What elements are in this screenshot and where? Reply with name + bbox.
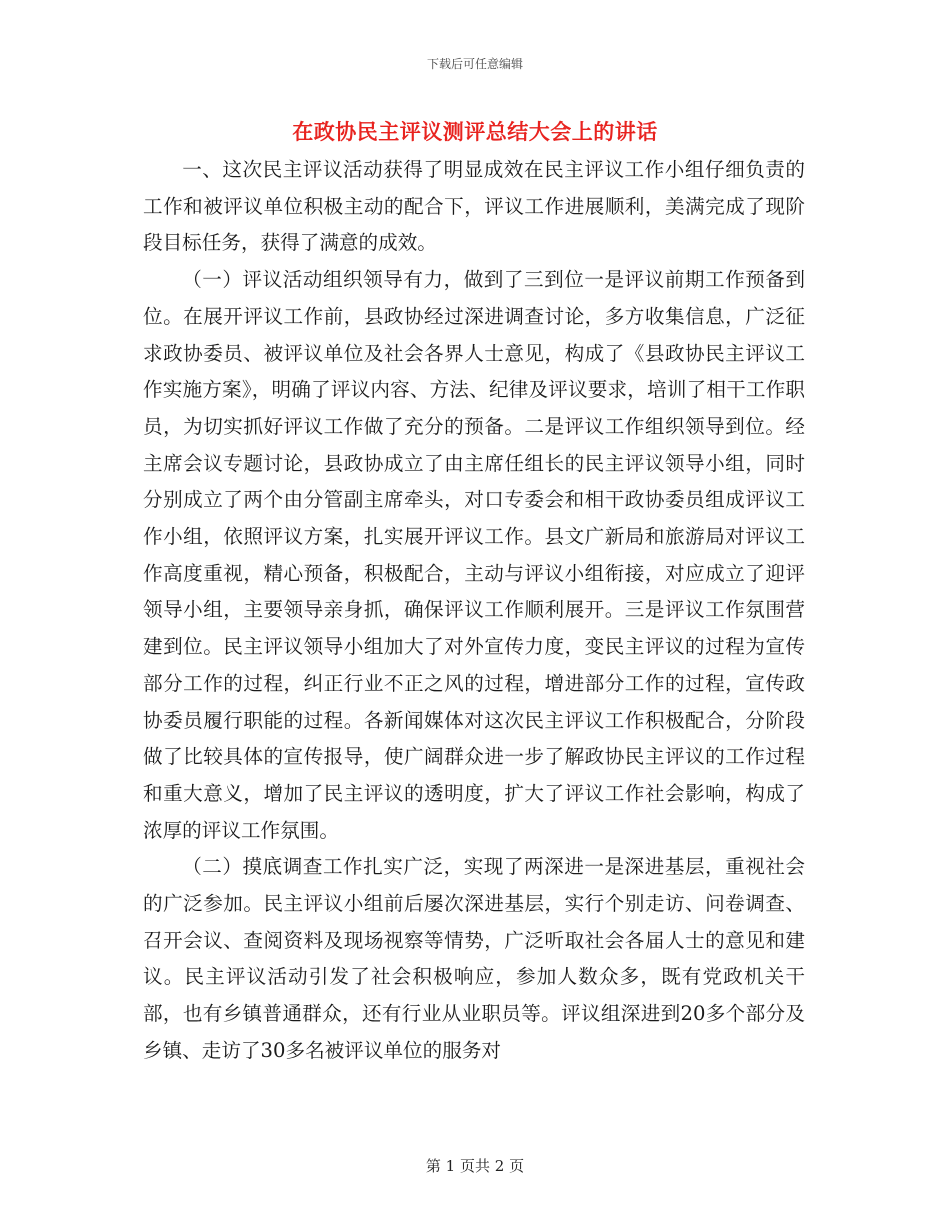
paragraph: （二）摸底调查工作扎实广泛，实现了两深进一是深进基层，重视社会的广泛参加。民主评议小组前后屡次深进基层，实行个别走访、问卷调查、召开会议、查阅资料及现场视察等情势，广泛听取社会各届人士的意见和建议。民主评议活动引发了社会积极响应，参加人数众多，既有党政机关干部，也有乡镇普通群众，还有行业从业职员等。评议组深进到20多个部分及乡镇、走访了30多名被评议单位的服务对 <box>143 855 805 1062</box>
page-number: 第 1 页共 2 页 <box>425 1157 525 1175</box>
document-body <box>143 152 805 1070</box>
document-title: 在政协民主评议测评总结大会上的讲话 <box>292 119 658 144</box>
paragraph: 一、这次民主评议活动获得了明显成效在民主评议工作小组仔细负责的工作和被评议单位积极主动的配合下，评议工作进展顺利，美满完成了现阶段目标任务，获得了满意的成效。 <box>143 158 805 255</box>
header-note: 下载后可任意编辑 <box>426 57 523 71</box>
paragraph: （一）评议活动组织领导有力，做到了三到位一是评议前期工作预备到位。在展开评议工作前，县政协经过深进调查讨论，多方收集信息，广泛征求政协委员、被评议单位及社会各界人士意见，构成了《县政协民主评议工作实施方案》，明确了评议内容、方法、纪律及评议要求，培训了相干工作职员，为切实抓好评议工作做了充分的预备。二是评议工作组织领导到位。经主席会议专题讨论，县政协成立了由主席任组长的民主评议领导小组，同时分别成立了两个由分管副主席牵头，对口专委会和相干政协委员组成评议工作小组，依照评议方案，扎实展开评议工作。县文广新局和旅游局对评议工作高度重视，精心预备，积极配合，主动与评议小组衔接，对应成立了迎评领导小组，主要领导亲身抓，确保评议工作顺利展开。三是评议工作氛围营建到位。民主评议领导小组加大了对外宣传力度，变民主评议的过程为宣传部分工作的过程，纠正行业不正之风的过程，增进部分工作的过程，宣传政协委员履行职能的过程。各新闻媒体对这次民主评议工作积极配合，分阶段做了比较具体的宣传报导，使广阔群众进一步了解政协民主评议的工作过程和重大意义，增加了民主评议的透明度，扩大了评议工作社会影响，构成了浓厚的评议工作氛围。 <box>143 268 805 842</box>
